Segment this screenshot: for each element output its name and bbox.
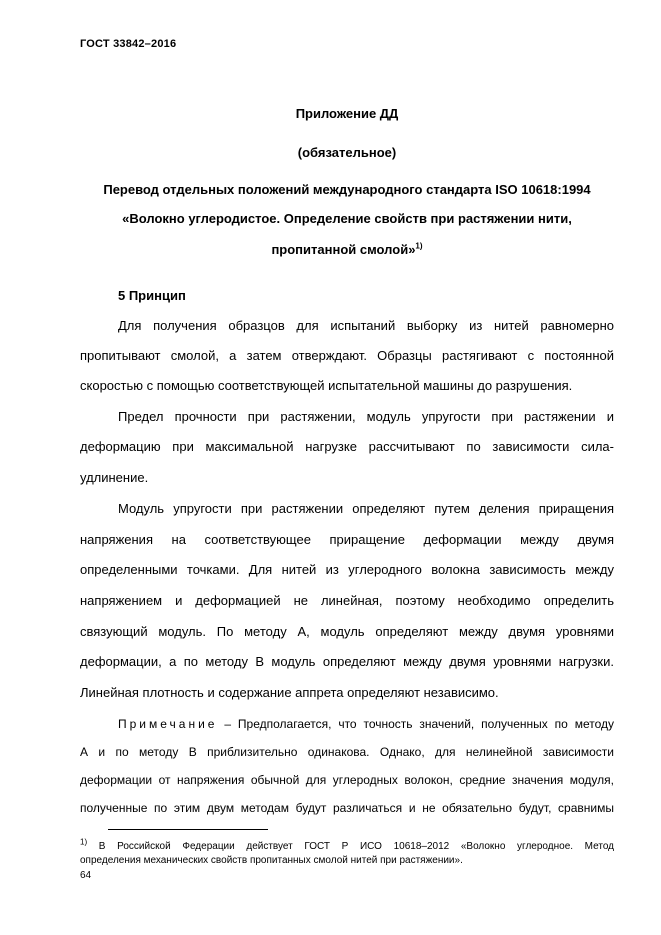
footnote-line-2: определения механических свойств пропитанных смолой нитей при растяжении». [80,855,463,866]
paragraph-2-line: удлинение. [80,470,149,485]
annex-heading-line-1: Перевод отдельных положений международного стандарта ISO 10618:1994 [103,182,591,197]
footnote-separator [108,829,268,830]
paragraph-1-line: скоростью с помощью соответствующей испытательной машины до разрушения. [80,378,573,393]
annex-title: Приложение ДД [295,106,399,121]
paragraph-3-line: связующий модуль. По методу А, модуль определяют между двумя уровнями [80,624,614,639]
paragraph-3-line: Модуль упругости при растяжении определяют путем деления приращения [118,501,614,516]
footnote-marker: 1) [80,837,88,847]
footnote-text-1: В Российской Федерации действует ГОСТ Р ИСО 10618–2012 «Волокно углеродное. Метод [98,841,614,852]
paragraph-1-line: пропитывают смолой, а затем отверждают. Образцы растягивают с постоянной [80,348,614,363]
annex-heading-line-3 [80,242,614,257]
annex-heading-line-2: «Волокно углеродистое. Определение свойств при растяжении нити, [122,211,572,226]
paragraph-3-line: напряжения на соответствующее приращение деформации между двумя [80,532,614,547]
section-title: 5 Принцип [118,288,186,303]
note-line: А и по методу В приблизительно одинакова. Однако, для нелинейной зависимости [80,745,614,759]
paragraph-2-line: Предел прочности при растяжении, модуль упругости при растяжении и [118,409,614,424]
note-line-1 [118,716,614,732]
note-label: Примечание [118,717,218,731]
paragraph-2-line: деформацию при максимальной нагрузке рассчитывают по зависимости сила- [80,439,614,454]
footnote-reference: 1) [415,241,423,251]
standard-code-header: ГОСТ 33842–2016 [80,38,177,50]
footnote-line-1 [80,837,614,853]
annex-status: (обязательное) [297,145,397,160]
note-line: полученные по этим двум методам будут различаться и не обязательно будут, сравнимы [80,801,614,815]
page-number: 64 [80,870,92,881]
note-text: Предполагается, что точность значений, полученных по методу [237,717,615,731]
paragraph-1-line: Для получения образцов для испытаний выборку из нитей равномерно [118,318,614,333]
annex-heading-line-3-text: пропитанной смолой» [271,242,416,257]
paragraph-3-line: определенными точками. Для нитей из углеродного волокна зависимость между [80,562,614,577]
paragraph-3-line: деформации, а по методу В модуль определяют между двумя уровнями нагрузки. [80,654,614,669]
paragraph-3-line: Линейная плотность и содержание аппрета определяют независимо. [80,685,499,700]
paragraph-3-line: напряжением и деформацией не линейная, поэтому необходимо определить [80,593,614,608]
note-line: деформации от напряжения обычной для углеродных волокон, средние значения модуля, [80,773,614,787]
note-dash: – [224,717,232,731]
